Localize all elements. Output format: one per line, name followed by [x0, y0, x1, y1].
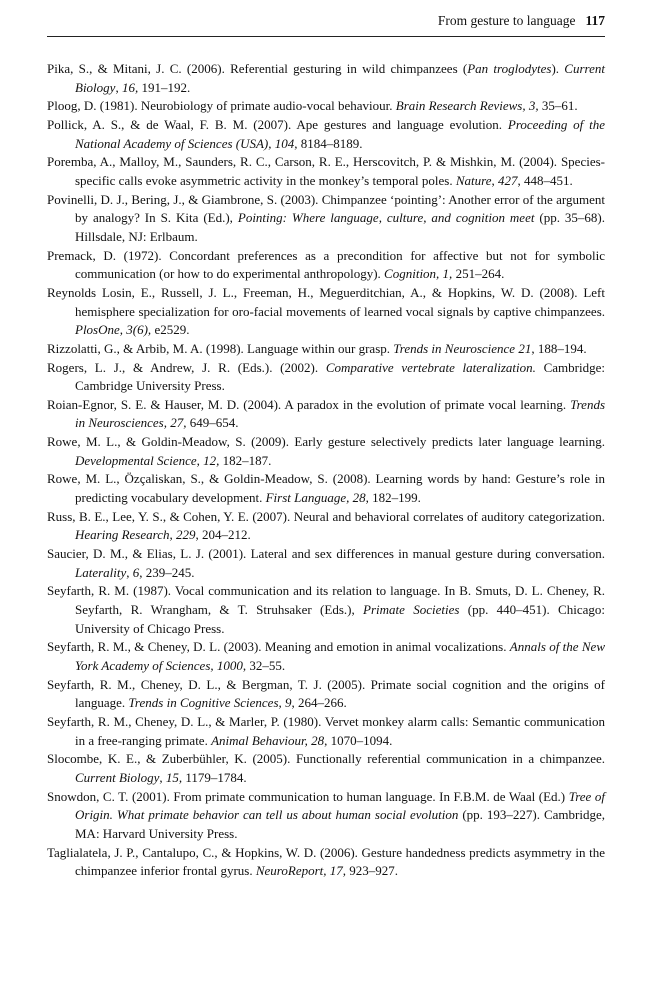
reference-text: ,	[491, 172, 498, 188]
reference-text: Roian-Egnor, S. E. & Hauser, M. D. (2004). A paradox in the evolution of primate vocal learning.	[47, 396, 571, 412]
reference-italic-text: Trends in Neuroscience 21	[393, 340, 532, 356]
reference-text: Povinelli, D. J., Bering, J., & Giambrone, S. (2003). Chimpanzee ‘pointing’: Another error of the argument by analogy? In S. Kita (Ed.),	[47, 191, 605, 226]
reference-text: Seyfarth, R. M. (1987). Vocal communication and its relation to language. In B. Smuts, D. L. Cheney, R. Seyfarth, R. Wrangham, & T. Struhsaker (Eds.),	[47, 583, 605, 618]
reference-italic-text: Animal Behaviour, 28	[211, 732, 325, 748]
reference-text: (pp. 35–68). Hillsdale, NJ: Erlbaum.	[75, 210, 605, 244]
reference-text: (pp. 193–227). Cambridge, MA: Harvard University Press.	[75, 807, 606, 841]
reference-text: e2529.	[151, 322, 190, 338]
reference-entry	[47, 844, 605, 881]
reference-italic-text: Developmental Science, 12,	[75, 452, 220, 468]
reference-text: Cambridge: Cambridge University Press.	[75, 359, 605, 394]
reference-text: 1179–1784.	[182, 769, 247, 785]
reference-italic-text: Current Biology	[75, 61, 605, 95]
reference-italic-text: Cognition, 1,	[384, 266, 453, 282]
reference-entry	[47, 153, 605, 190]
reference-text: Saucier, D. M., & Elias, L. J. (2001). Lateral and sex differences in manual gesture during conversation.	[47, 546, 605, 562]
reference-italic-text: Tree of Origin. What primate behavior can tell us about human social evolution	[75, 788, 605, 823]
reference-entry	[47, 582, 605, 638]
reference-text: Snowdon, C. T. (2001). From primate communication to human language. In F.B.M. de Waal (Ed.)	[47, 788, 569, 804]
reference-entry	[47, 638, 605, 675]
reference-text: Seyfarth, R. M., Cheney, D. L., & Bergman, T. J. (2005). Primate social cognition and the origins of language.	[47, 676, 605, 711]
page-number: 117	[585, 13, 605, 28]
reference-italic-text: 6	[132, 564, 140, 580]
reference-text: 35–61.	[538, 98, 578, 114]
reference-italic-text: Trends in Neurosciences, 27,	[75, 396, 605, 431]
reference-text: , 1070–1094.	[324, 732, 393, 748]
reference-italic-text: Annals of the New York Academy of Sciences, 1000	[75, 639, 605, 673]
reference-italic-text: Current Biology	[75, 769, 160, 785]
reference-entry	[47, 247, 605, 284]
reference-text: Rizzolatti, G., & Arbib, M. A. (1998). Language within our grasp.	[47, 340, 394, 356]
reference-text: , 448–451.	[517, 172, 573, 188]
running-head-text	[438, 13, 605, 29]
reference-text: Pollick, A. S., & de Waal, F. B. M. (2007). Ape gestures and language evolution.	[47, 116, 508, 132]
reference-text: Seyfarth, R. M., & Cheney, D. L. (2003). Meaning and emotion in animal vocalizations.	[47, 639, 510, 655]
reference-text: , 8184–8189.	[294, 135, 363, 151]
reference-entry	[47, 284, 605, 340]
reference-text: Pika, S., & Mitani, J. C. (2006). Referential gesturing in wild chimpanzees (	[47, 61, 468, 76]
reference-text: ,	[159, 769, 166, 785]
reference-italic-text: Trends in Cognitive Sciences, 9	[128, 695, 292, 711]
reference-entry	[47, 116, 605, 153]
reference-text: ,	[115, 79, 122, 95]
reference-text: Poremba, A., Malloy, M., Saunders, R. C., Carson, R. E., Herscovitch, P. & Mishkin, M. (2004). Species-specific calls evoke asymmetric activity in the monkey’s temporal poles.	[47, 154, 605, 188]
reference-entry	[47, 359, 605, 396]
reference-text: , 204–212.	[195, 527, 251, 543]
reference-entry	[47, 396, 605, 433]
reference-text: , 32–55.	[242, 658, 286, 673]
reference-italic-text: Pointing: Where language, culture, and cognition meet	[237, 210, 535, 226]
reference-italic-text: Pan troglodytes	[467, 61, 552, 76]
reference-italic-text: First Language, 28,	[265, 490, 369, 506]
reference-text: Seyfarth, R. M., Cheney, D. L., & Marler, P. (1980). Vervet monkey alarm calls: Semantic communication in a free-ranging primate.	[47, 713, 605, 748]
reference-text: Russ, B. E., Lee, Y. S., & Cohen, Y. E. (2007). Neural and behavioral correlates of auditory categorization.	[47, 508, 605, 524]
reference-italic-text: 427	[498, 172, 518, 188]
reference-entry	[47, 60, 605, 97]
reference-text: Rowe, M. L., Özçaliskan, S., & Goldin-Meadow, S. (2008). Learning words by hand: Gesture’s role in predicting vocabulary development.	[47, 471, 605, 506]
reference-italic-text: Nature	[455, 172, 492, 188]
reference-text: , 188–194.	[531, 340, 587, 356]
reference-italic-text: PlosOne, 3(6),	[75, 322, 152, 338]
reference-text: , 239–245.	[139, 564, 195, 580]
reference-text: Taglialatela, J. P., Cantalupo, C., & Hopkins, W. D. (2006). Gesture handedness predicts asymmetry in the chimpanzee inferior frontal gyrus.	[47, 844, 605, 879]
reference-text: 251–264.	[452, 266, 505, 282]
reference-text: Rowe, M. L., & Goldin-Meadow, S. (2009). Early gesture selectively predicts later language learning.	[47, 434, 605, 450]
reference-italic-text: Laterality	[75, 564, 127, 580]
reference-entry	[47, 508, 605, 545]
reference-text: ).	[551, 61, 565, 76]
reference-text: 191–192.	[138, 79, 191, 95]
reference-entry	[47, 470, 605, 507]
reference-text: Slocombe, K. E., & Zuberbühler, K. (2005). Functionally referential communication in a chimpanzee.	[47, 751, 605, 767]
reference-text: 182–199.	[368, 490, 421, 506]
reference-italic-text: Brain Research Reviews, 3,	[395, 98, 539, 114]
reference-list	[47, 60, 605, 881]
reference-italic-text: 15,	[165, 769, 183, 785]
running-head-title: From gesture to language	[437, 13, 576, 28]
reference-entry	[47, 191, 605, 247]
reference-entry	[47, 97, 605, 116]
reference-italic-text: Proceeding of the National Academy of Sciences (USA), 104	[75, 116, 605, 151]
reference-text: 182–187.	[219, 452, 272, 468]
reference-text: ,	[126, 564, 133, 580]
reference-italic-text: Primate Societies	[363, 602, 460, 618]
reference-italic-text: Comparative vertebrate lateralization.	[325, 359, 536, 375]
reference-entry	[47, 433, 605, 470]
reference-entry	[47, 340, 605, 359]
reference-text: 923–927.	[346, 863, 399, 879]
reference-text: Ploog, D. (1981). Neurobiology of primate audio-vocal behaviour.	[47, 98, 396, 114]
reference-entry	[47, 676, 605, 713]
reference-text: , 264–266.	[291, 695, 347, 711]
reference-text: Premack, D. (1972). Concordant preferences as a precondition for affective but not for symbolic communication (or how to do experimental anthropology).	[47, 247, 605, 282]
reference-entry	[47, 545, 605, 582]
reference-entry	[47, 788, 605, 844]
reference-italic-text: Hearing Research, 229	[75, 527, 196, 543]
reference-italic-text: 16,	[121, 79, 139, 95]
reference-entry	[47, 713, 605, 750]
reference-text: (pp. 440–451). Chicago: University of Chicago Press.	[75, 602, 605, 636]
reference-text: Reynolds Losin, E., Russell, J. L., Freeman, H., Meguerditchian, A., & Hopkins, W. D. (2008). Left hemisphere specialization for oro-facial movements of learned vocal signals by captive chimpanzees.	[47, 284, 605, 319]
reference-text: Rogers, L. J., & Andrew, J. R. (Eds.). (2002).	[47, 359, 326, 375]
reference-text: 649–654.	[186, 415, 239, 431]
running-head	[47, 10, 605, 37]
reference-italic-text: NeuroReport, 17,	[255, 863, 347, 879]
reference-entry	[47, 750, 605, 787]
